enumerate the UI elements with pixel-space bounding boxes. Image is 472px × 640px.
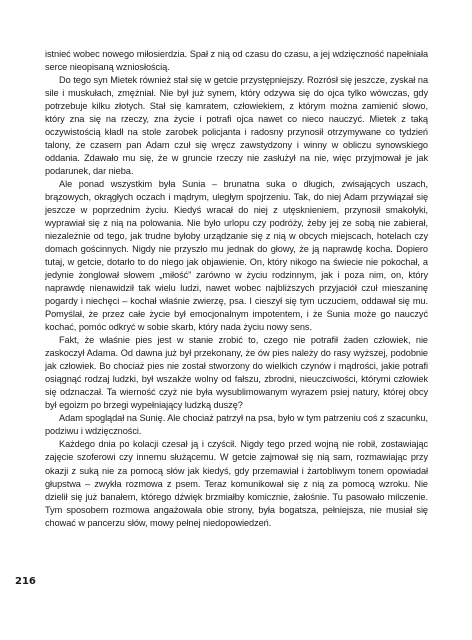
paragraph-6: Każdego dnia po kolacji czesał ją i czyścił. Nigdy tego przed wojną nie robił, zostawiając zajęcie szoferowi czy innemu służącemu. W getcie zajmował się nią sam, rozmawiając przy okazji z suką nie za pomocą słów jak kiedyś, gdy przemawiał i żartobliwym tonem opowiadał głupstwa – zwykła rozmowa z psem. Teraz komunikował się z nią za pomocą wzroku. Nie dzielił się już banałem, którego dźwięk brzmiałby komicznie, żałośnie. Tu pasowało milczenie. Tym sposobem rozmowa angażowała obie strony, była bogatsza, pełniejsza, nie musiał się chować w pancerzu słów, mowy pełnej niedopowiedzeń.: [45, 439, 428, 528]
paragraph-4: Fakt, że właśnie pies jest w stanie zrobić to, czego nie potrafił żaden człowiek, nie zaskoczył Adama. Od dawna już był przekonany, że ów pies należy do rasy wyższej, podobnie jak człowiek. Bo chociaż pies nie został stworzony do wielkich czynów i mądrości, jakie potrafi osiągnąć rodzaj ludzki, był wszakże wolny od fałszu, zbrodni, nieuczciwości, którymi człowiek się odznaczał. Ta wierność czyż nie była wysublimowanym wyrazem psiej natury, której obcy był egoizm po brzegi wypełniający ludzką duszę?: [45, 335, 428, 411]
paragraph-3: Ale ponad wszystkim była Sunia – brunatna suka o długich, zwisających uszach, brązowych, okrągłych oczach i mądrym, uległym spojrzeniu. Tak, do niej Adam przywiązał się jeszcze w poprzednim życiu. Kiedyś wracał do niej z utęsknieniem, przynosił smakołyki, wyprawiał się z nią na polowania. Nie było urlopu czy podróży, żeby jej ze sobą nie zabierał, niezależnie od tego, jak trudne byłoby urządzanie się z nią w obcych miejscach, hotelach czy domach gościnnych. Nigdy nie przyszło mu jednak do głowy, że ją naprawdę kocha. Dopiero tutaj, w getcie, dotarło to do niego jak objawienie. On, który nikogo na świecie nie pokochał, a jedynie żonglował słowem „miłość” zarówno w życiu rodzinnym, jak i poza nim, on, który naprawdę nienawidził tak wielu ludzi, nawet wobec najbliższych przyjaciół czuł mieszaninę pogardy i niechęci – kochał właśnie zwierzę, psa. I cieszył się tym uczuciem, oddawał się mu. Pomyślał, że przez całe życie był emocjonalnym impotentem, i że Sunia może go nauczyć kochać, pomóc odkryć w sobie skarb, który nada życiu nowy sens.: [45, 179, 428, 333]
paragraph-5: Adam spoglądał na Sunię. Ale chociaż patrzył na psa, było w tym patrzeniu coś z szacunku, podziwu i wdzięczności.: [45, 413, 428, 437]
page-number: 216: [15, 576, 36, 587]
paragraph-1: istnieć wobec nowego miłosierdzia. Spał z nią od czasu do czasu, a jej wdzięczność napełniała serce nieopisaną wzniosłością.: [45, 49, 428, 73]
paragraph-2: Do tego syn Mietek również stał się w getcie przystępniejszy. Rozrósł się jeszcze, zyskał na sile i muskułach, zmężniał. Nie był już synem, który odzywa się do ojca tylko wówczas, gdy potrzebuje kilku złotych. Stał się kamratem, człowiekiem, z którym można zamienić słowo, który zna się na rzeczy, zna życie i potrafi ojca nawet co nieco nauczyć. Mietek z taką oczywistością kładł na stole zarobek policjanta i radosny przynosił otrzymywane co tydzień talony, że czasem pan Adam czuł się wręcz zawstydzony i winny w obliczu synowskiego oddania. Zdawało mu się, że w gruncie rzeczy nie zasłużył na nie, więc przyjmował je jak podarunek, dar nieba.: [45, 75, 428, 177]
body-text: [45, 48, 428, 530]
